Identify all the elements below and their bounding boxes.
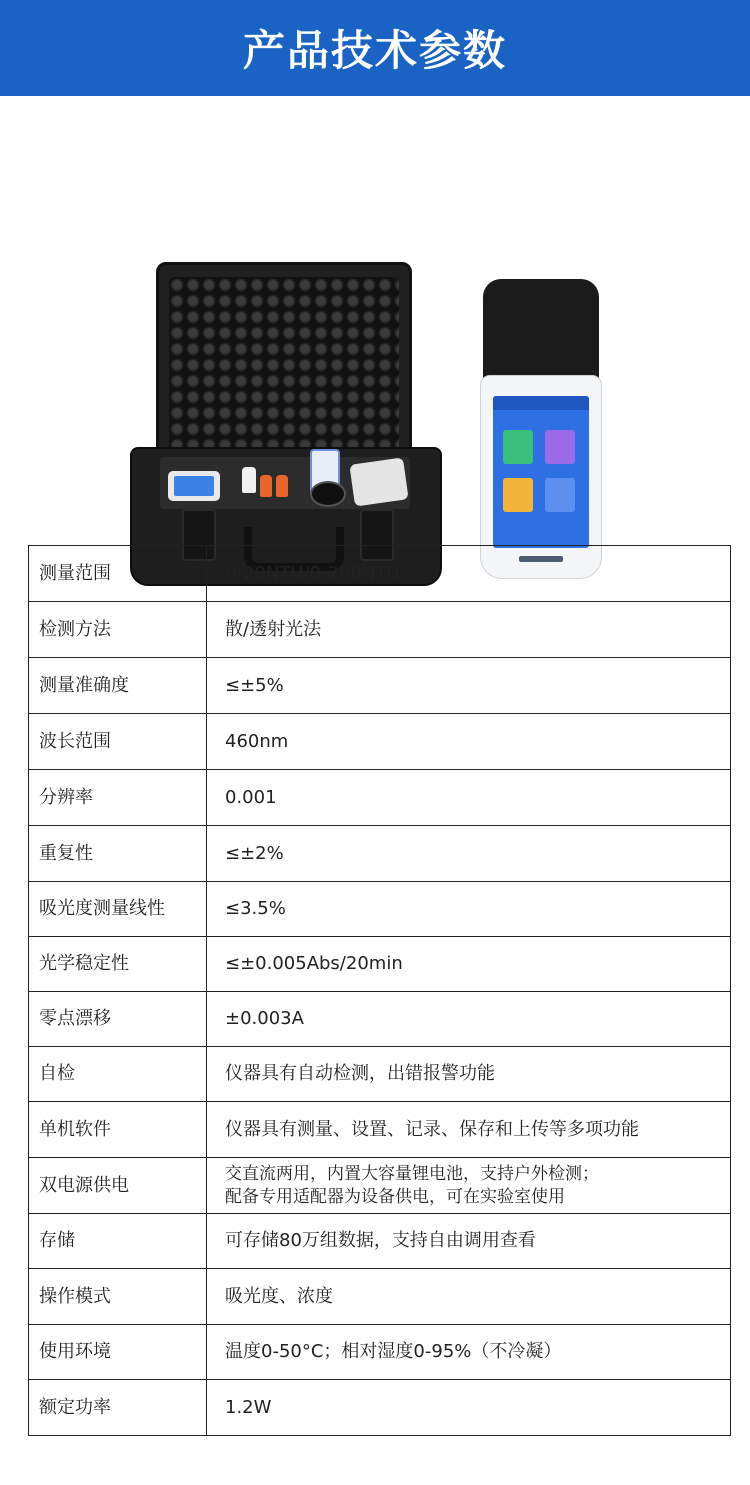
table-row [29,992,731,1047]
spec-key: 零点漂移 [29,992,207,1047]
spec-value: 散/透射光法 [207,602,731,658]
case-lid [156,262,412,468]
title-banner [0,0,750,96]
table-row [29,714,731,770]
table-row [29,826,731,882]
spec-value: 0.001 [207,770,731,826]
spec-value: 仪器具有自动检测，出错报警功能 [207,1047,731,1102]
spec-key: 单机软件 [29,1102,207,1158]
spec-key: 分辨率 [29,770,207,826]
screen-tile [503,430,533,464]
handheld-meter-image [480,279,602,579]
screen-tile [545,430,575,464]
case-foam [169,277,399,455]
spec-key: 双电源供电 [29,1158,207,1214]
spec-value: 0-20NTU/0-200NTU [207,546,731,602]
spec-key: 额定功率 [29,1380,207,1436]
table-row [29,1214,731,1269]
screen-tile [545,478,575,512]
spec-value: ≤±2% [207,826,731,882]
spec-key: 光学稳定性 [29,937,207,992]
spec-value [207,1158,731,1214]
spec-value: ≤3.5% [207,882,731,937]
table-row [29,1269,731,1325]
spec-value: 可存储80万组数据，支持自由调用查看 [207,1214,731,1269]
page-title: 产品技术参数 [242,26,507,75]
screen-topbar [493,396,589,410]
meter-screen [493,396,589,548]
reagent-bottle [260,475,272,497]
spec-key: 存储 [29,1214,207,1269]
table-row [29,658,731,714]
spec-value: 仪器具有测量、设置、记录、保存和上传等多项功能 [207,1102,731,1158]
spec-value-line: 配备专用适配器为设备供电，可在实验室使用 [225,1186,565,1207]
sample-cup [310,481,346,507]
spec-value: ≤±5% [207,658,731,714]
spec-key: 使用环境 [29,1325,207,1380]
accessory-bag [349,457,408,506]
table-row [29,1158,731,1214]
spec-key: 测量准确度 [29,658,207,714]
screen-tile [503,478,533,512]
spec-value-line: 交直流两用，内置大容量锂电池，支持户外检测； [225,1163,599,1184]
table-row [29,937,731,992]
spec-table [28,545,731,1436]
product-images [0,96,750,545]
mini-meter [168,471,220,501]
table-row [29,1325,731,1380]
spec-value: 1.2W [207,1380,731,1436]
spec-value: 吸光度、浓度 [207,1269,731,1325]
table-row [29,770,731,826]
spec-value: ≤±0.005Abs/20min [207,937,731,992]
table-row [29,882,731,937]
spec-key: 操作模式 [29,1269,207,1325]
table-row [29,546,731,602]
spec-value: 460nm [207,714,731,770]
spec-value: 温度0-50°C；相对湿度0-95%（不冷凝） [207,1325,731,1380]
table-row [29,1102,731,1158]
spec-key: 测量范围 [29,546,207,602]
table-row [29,1380,731,1436]
screen-title-bar [493,410,589,424]
case-tray [160,457,410,509]
case-kit-image [130,262,440,582]
spec-key: 重复性 [29,826,207,882]
table-row [29,602,731,658]
spec-key: 检测方法 [29,602,207,658]
spec-key: 波长范围 [29,714,207,770]
table-row [29,1047,731,1102]
reagent-bottle [242,467,256,493]
meter-cap [483,279,599,387]
spec-key: 自检 [29,1047,207,1102]
spec-key: 吸光度测量线性 [29,882,207,937]
spec-value: ±0.003A [207,992,731,1047]
reagent-bottle [276,475,288,497]
